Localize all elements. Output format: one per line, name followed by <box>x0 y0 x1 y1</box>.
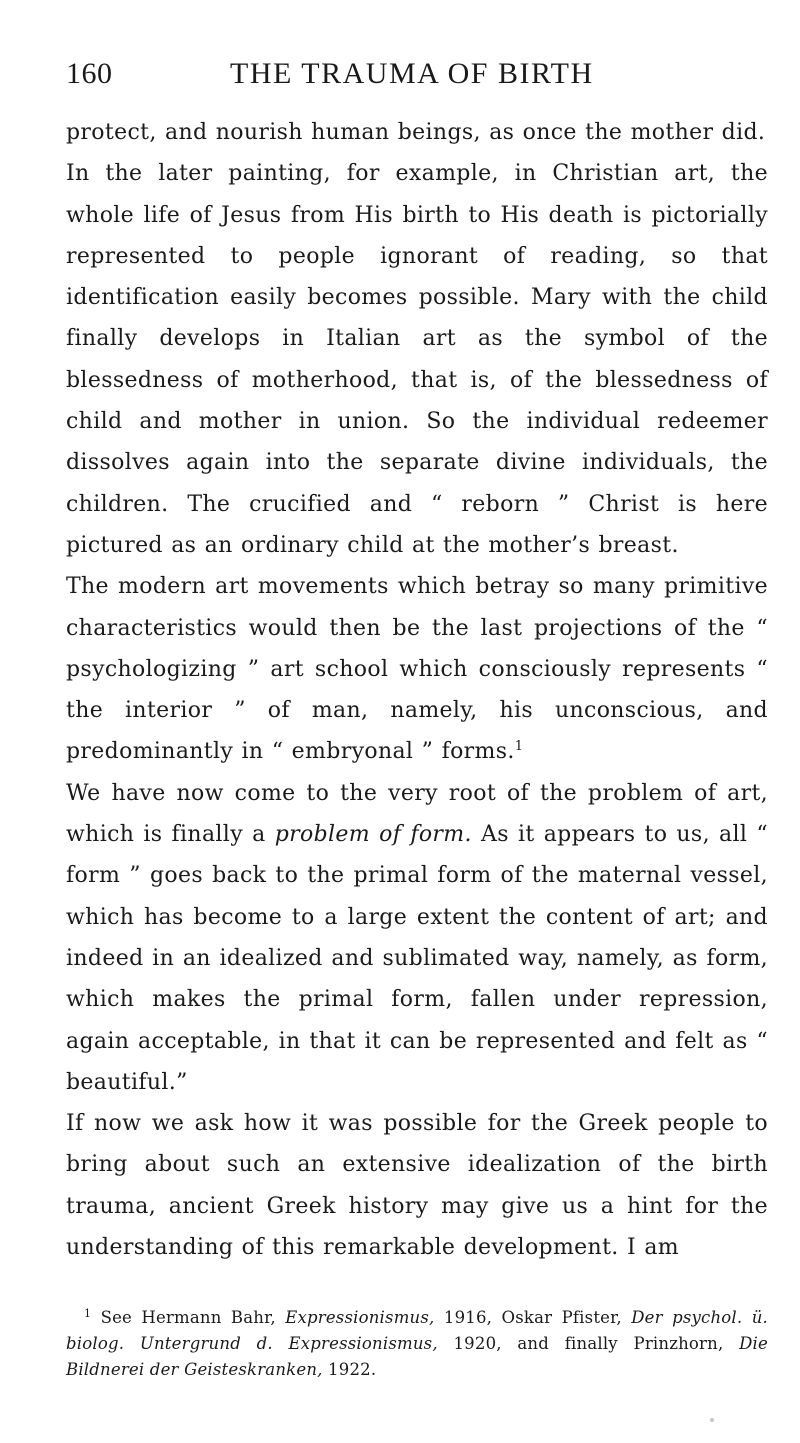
paragraph-problem-of-form <box>66 773 768 1103</box>
footnote <box>66 1305 768 1383</box>
footnote-title-pfister: Der psychol. ü. biolog. Untergrund d. Expressionismus, <box>66 1308 768 1353</box>
footnote-text-1: See Hermann Bahr, <box>91 1308 286 1327</box>
paragraph-christian-art: In the later painting, for example, in Christian art, the whole life of Jesus from His birth to His death is pictorially represented to people ignorant of reading, so that identification easily becomes possible. Mary with the child finally develops in Italian art as the symbol of the blessedness of motherhood, that is, of the blessedness of child and mother in union. So the individual redeemer dissolves again into the separate divine individuals, the children. The crucified and “ reborn ” Christ is here pictured as an ordinary child at the mother’s breast. <box>66 161 768 558</box>
footnote-text <box>66 1305 768 1383</box>
footnote-title-bahr: Expressionismus, <box>285 1308 435 1327</box>
paragraph-continuation: protect, and nourish human beings, as once the mother did. <box>66 120 766 145</box>
running-title: THE TRAUMA OF BIRTH <box>230 57 594 90</box>
running-head <box>66 52 766 96</box>
footnote-reference[interactable]: 1 <box>514 739 524 755</box>
page-number: 160 <box>66 57 113 90</box>
footnote-text-3: 1920, and finally Prinzhorn, <box>437 1334 740 1353</box>
footnote-text-4: 1922. <box>322 1360 377 1379</box>
footnote-text-2: 1916, Oskar Pfister, <box>434 1308 632 1327</box>
body-text <box>66 112 768 1268</box>
emphasis-problem-of-form: problem of form. <box>274 822 472 848</box>
paragraph-problem-of-form-start: We have now come to the very root of the problem of art, which is finally a <box>66 780 768 848</box>
footnote-marker: 1 <box>84 1307 92 1320</box>
paper-speck <box>710 1418 714 1422</box>
paragraph-modern-art-text: The modern art movements which betray so many primitive characteristics would then be the last projections of the “ psychologizing ” art school which consciously represents “ the interior ” of man, namely, his unconscious, and predominantly in “ embryonal ” forms. <box>66 574 768 765</box>
paragraph-greek-people: If now we ask how it was possible for the Greek people to bring about such an extensive idealization of the birth trauma, ancient Greek history may give us a hint for the understanding of this remarkable development. I am <box>66 1111 768 1261</box>
paragraph-modern-art <box>66 566 768 772</box>
paragraph-problem-of-form-end: As it appears to us, all “ form ” goes back to the primal form of the maternal vessel, which has become to a large extent the content of art; and indeed in an idealized and sublimated way, namely, as form, which makes the primal form, fallen under repression, again acceptable, in that it can be represented and felt as “ beautiful.” <box>66 822 769 1095</box>
footnote-title-prinzhorn: Die Bildnerei der Geisteskranken, <box>66 1334 768 1379</box>
